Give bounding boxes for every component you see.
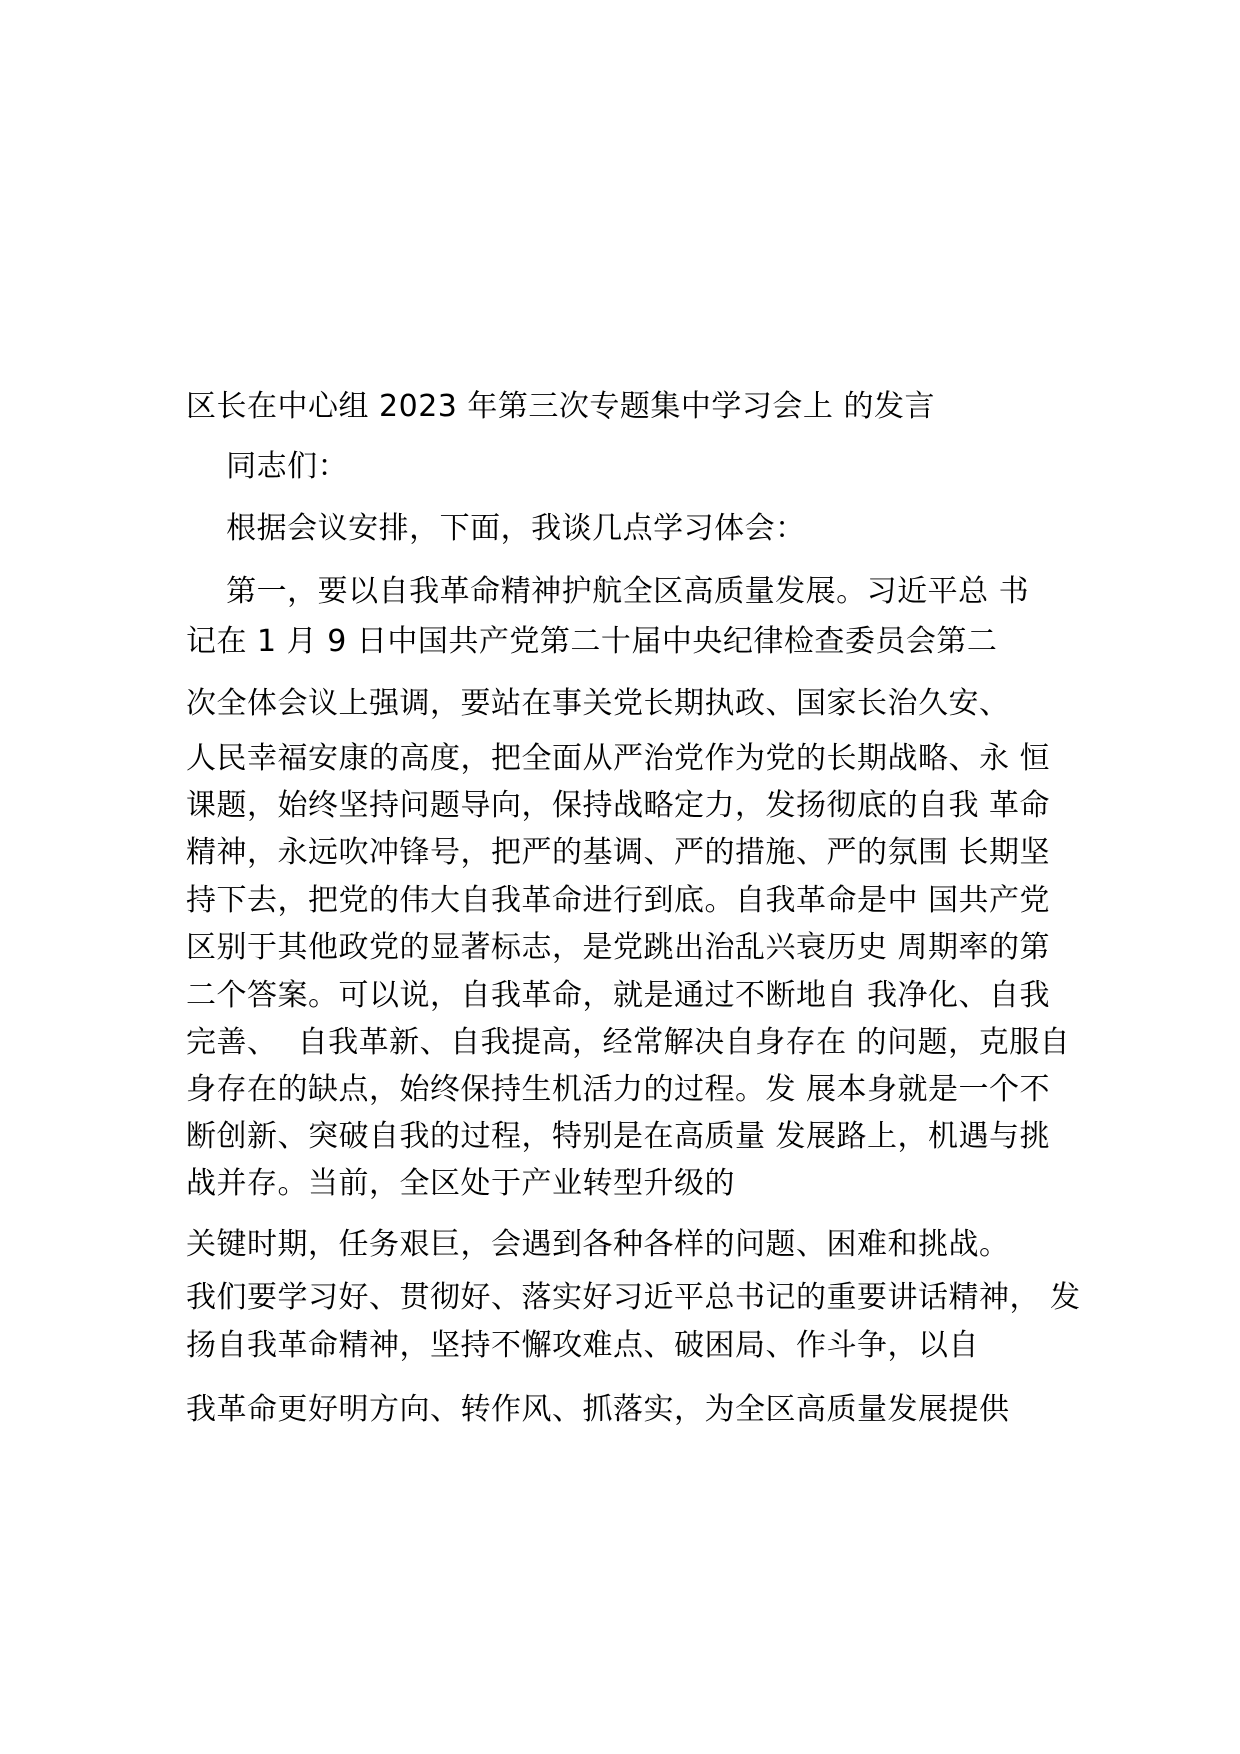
text-line: 完善、 自我革新、自我提高，经常解决自身存在 的问题，克服自 xyxy=(186,1025,1071,1060)
text-line: 根据会议安排，下面，我谈几点学习体会： xyxy=(186,511,806,546)
text-line: 区别于其他政党的显著标志，是党跳出治乱兴衰历史 周期率的第 xyxy=(186,930,1051,965)
document-title: 区长在中心组 2023 年第三次专题集中学习会上 的发言 xyxy=(186,389,935,424)
text-line: 同志们： xyxy=(186,449,349,484)
text-line: 二个答案。可以说，自我革命，就是通过不断地自 我净化、自我 xyxy=(186,978,1051,1013)
text-line: 扬自我革命精神，坚持不懈攻难点、破困局、作斗争，以自 xyxy=(186,1328,979,1363)
text-line: 我们要学习好、贯彻好、落实好习近平总书记的重要讲话精神， 发 xyxy=(186,1280,1081,1315)
text-line: 断创新、突破自我的过程，特别是在高质量 发展路上，机遇与挑 xyxy=(186,1119,1051,1154)
text-line: 精神，永远吹冲锋号，把严的基调、严的措施、严的氛围 长期坚 xyxy=(186,835,1051,870)
text-line: 我革命更好明方向、转作风、抓落实，为全区高质量发展提供 xyxy=(186,1392,1010,1427)
text-line: 关键时期，任务艰巨，会遇到各种各样的问题、困难和挑战。 xyxy=(186,1227,1010,1262)
text-line: 持下去，把党的伟大自我革命进行到底。自我革命是中 国共产党 xyxy=(186,883,1051,918)
text-line: 课题，始终坚持问题导向，保持战略定力，发扬彻底的自我 革命 xyxy=(186,788,1051,823)
text-line: 人民幸福安康的高度，把全面从严治党作为党的长期战略、永 恒 xyxy=(186,741,1051,776)
text-line: 记在 1 月 9 日中国共产党第二十届中央纪律检查委员会第二 xyxy=(186,624,998,659)
text-line: 身存在的缺点，始终保持生机活力的过程。发 展本身就是一个不 xyxy=(186,1072,1051,1107)
text-line: 次全体会议上强调，要站在事关党长期执政、国家长治久安、 xyxy=(186,686,1010,721)
text-line: 战并存。当前，全区处于产业转型升级的 xyxy=(186,1166,735,1201)
text-line: 第一，要以自我革命精神护航全区高质量发展。习近平总 书 xyxy=(186,574,1030,609)
